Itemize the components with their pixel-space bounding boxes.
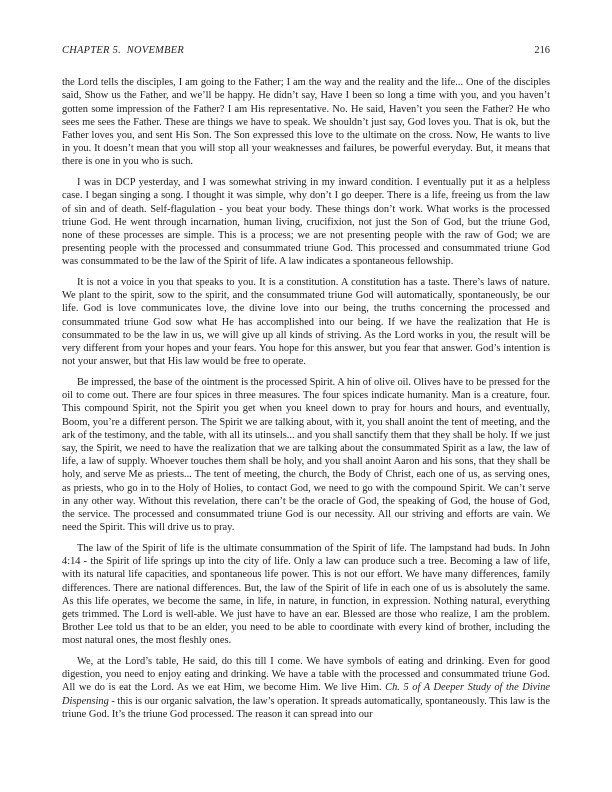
paragraph-6-continuation: - this is our organic salvation, the law’s operation. It spreads automatically, spontaneously. This law is the triune God. It’s the triune God processed. The reason it can spread into our [62, 695, 550, 720]
paragraph-2: I was in DCP yesterday, and I was somewhat striving in my inward condition. I eventually put it as a helpless case. I began singing a song. I thought it was simple, why don’t I go deeper. There is a life, freeing us from the law of sin and of death. Self-flagulation - you beat your body. These things don’t work. What works is the processed triune God. He went through incarnation, human living, crucifixion, not just the Son of God, but the triune God, none of these processes are simple. This is a process; we are not presenting people with the raw of God; we are presenting people with the processed and consummated triune God. This processed and consummated triune God was consummated to be the law of the Spirit of life. A law indicates a spontaneous fellowship. [62, 177, 550, 268]
page-number: 216 [534, 45, 550, 56]
paragraph-6 [62, 655, 550, 721]
paragraph-3: It is not a voice in you that speaks to you. It is a constitution. A constitution has a taste. There’s laws of nature. We plant to the spirit, sow to the spirit, and the consummated triune God will automatically, spontaneously, be our life. God is love communicates love, the divine love into our being, the truths concerning the processed and consummated triune God sow what He has accomplished into our being. If we have the realization that He is consummated to be the law in us, we will give up all kinds of striving. As the Lord works in you, the result will be very different from your hopes and your fears. You hope for this answer, but you fear that answer. God’s intention is not your answer, but that His law would be free to operate. [62, 277, 550, 368]
book-citation: Ch. 5 of A Deeper Study of the Divine Dispensing [62, 682, 551, 707]
paragraph-6-text: We, at the Lord’s table, He said, do this till I come. We have symbols of eating and drinking. Even for good digestion, you need to enjoy eating and drinking. We have a table with the processed and consummated triune God. All we do is eat the Lord. As we eat Him, we become Him. We live Him. [62, 656, 550, 694]
running-header [62, 44, 550, 57]
chapter-heading: CHAPTER 5. NOVEMBER [62, 45, 185, 56]
paragraph-5: The law of the Spirit of life is the ultimate consummation of the Spirit of life. The lampstand had buds. In John 4:14 - the Spirit of life springs up into the city of life. Only a law can produce such a tree. Becoming a law of life, with its natural life capacities, and spontaneous life power. This is not our effort. We have many differences, family differences. There are national differences. But, the law of the Spirit of life in each one of us is absolutely the same. As this life operates, we become the same, in life, in nature, in function, in expression. Nothing natural, everything gets trimmed. The Lord is well-able. We just have to have an ear. Blessed are those who realize, I am the problem. Brother Lee told us that to be an elder, you need to be able to coordinate with every kind of brother, including the most natural ones, the most fleshly ones. [62, 542, 550, 647]
paragraph-4: Be impressed, the base of the ointment is the processed Spirit. A hin of olive oil. Olives have to be pressed for the oil to come out. There are four spices in three measures. The four spices indicate humanity. Man is a creature, four. This compound Spirit, not the Spirit you get when you kneel down to pray for hours and hours, and eventually, Boom, you’re a different person. The Spirit we are talking about, with it, you shall anoint the tent of meeting, and the ark of the testimony, and the table, with all its utinsels... and you shall sanctify them that they shall be holy. If we just say, the Spirit, we need to have the realization that we are talking about the consummated Spirit as a law, the law of life, a law of supply. Whoever touches them shall be holy, and you shall anoint Aaron and his sons, that they shall be holy, and serve Me as priests... The tent of meeting, the church, the Body of Christ, each one of us, as serving ones, as priests, who go in to the Holy of Holies, to contact God, we need to go with the compound Spirit. We can’t serve in any other way. Without this revelation, there can’t be the oracle of God, the speaking of God, the house of God, the service. The processed and consummated triune God is our necessity. All our striving and efforts are vain. We need the Spirit. This will drive us to pray. [62, 376, 550, 534]
paragraph-1: the Lord tells the disciples, I am going to the Father; I am the way and the reality and the life... One of the disciples said, Show us the Father, and we’ll be happy. He didn’t say, Have I been so long a time with you, and you haven’t gotten some impression of the Father? I am His representative. No. He said, Haven’t you seen the Father? He who sees me sees the Father. These are things we have to speak. We shouldn’t just say, God loves you. That is ok, but the Father loves you, and sent His Son. The Son expressed this love to the ultimate on the cross. Now, He wants to live in you. It doesn’t mean that you will stop all your weaknesses and failures, be powerful everyday. But, it means that there is one in you who is such. [62, 77, 550, 168]
body-text [62, 76, 550, 721]
